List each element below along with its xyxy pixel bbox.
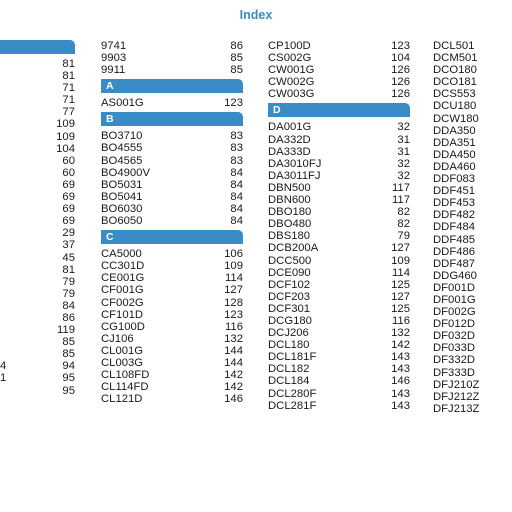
index-entry <box>268 279 410 291</box>
entry-page: 143 <box>391 387 410 400</box>
index-entry <box>0 203 75 215</box>
entry-code: CC301D <box>101 260 145 273</box>
entry-page: 32 <box>397 169 410 182</box>
entry-page: 116 <box>391 314 410 327</box>
entry-page: 144 <box>224 344 243 357</box>
index-entry <box>0 143 75 155</box>
index-entry <box>268 230 410 242</box>
entry-page: 143 <box>391 363 410 376</box>
entry-page: 132 <box>224 332 243 345</box>
entry-code: DFJ213Z <box>433 402 480 415</box>
entry-page: 32 <box>397 121 410 134</box>
index-entry <box>268 327 410 339</box>
index-entry <box>101 179 243 191</box>
index-entry <box>268 267 410 279</box>
entry-page: 127 <box>391 242 410 255</box>
index-entry <box>0 239 75 251</box>
index-entry <box>268 206 410 218</box>
entry-code: DCG180 <box>268 314 312 327</box>
entry-code: DCL181F <box>268 351 317 364</box>
index-entry <box>0 155 75 167</box>
entry-code: 1 <box>0 372 7 385</box>
entry-code: BO6050 <box>101 215 143 228</box>
entry-code: DCC500 <box>268 254 312 267</box>
index-entry <box>0 70 75 82</box>
index-entry <box>268 351 410 363</box>
entry-code: DDF485 <box>433 233 476 246</box>
entry-code: CW002G <box>268 76 315 89</box>
entry-code: DF002G <box>433 306 476 319</box>
entry-code: CW001G <box>268 64 315 77</box>
entry-code: DA332D <box>268 133 311 146</box>
entry-page: 142 <box>224 381 243 394</box>
index-entry <box>268 76 410 88</box>
index-entry <box>433 403 512 415</box>
index-entry <box>0 191 75 203</box>
entry-page: 114 <box>391 266 410 279</box>
index-entry <box>101 130 243 142</box>
index-entry <box>101 203 243 215</box>
entry-code: DDF487 <box>433 257 476 270</box>
index-entry <box>433 64 512 76</box>
entry-code: CL114FD <box>101 381 149 394</box>
entry-code: DCJ206 <box>268 327 309 340</box>
index-entry <box>0 106 75 118</box>
entry-code: BO5041 <box>101 190 143 203</box>
entry-page: 84 <box>230 215 243 228</box>
index-entry <box>268 255 410 267</box>
entry-code: DDA460 <box>433 160 476 173</box>
index-entry <box>101 52 243 64</box>
entry-code: DCU180 <box>433 100 477 113</box>
entry-page: 83 <box>230 130 243 143</box>
index-entry <box>101 357 243 369</box>
entry-page: 109 <box>391 254 410 267</box>
index-entry <box>268 121 410 133</box>
entry-code: CA5000 <box>101 248 142 261</box>
index-entry <box>268 339 410 351</box>
entry-code: BO5031 <box>101 178 143 191</box>
entry-code: CL108FD <box>101 369 150 382</box>
entry-code: DCW180 <box>433 112 479 125</box>
index-entry <box>268 375 410 387</box>
index-entry <box>0 276 75 288</box>
entry-code: DFJ212Z <box>433 390 480 403</box>
index-entry <box>433 246 512 258</box>
entry-page: 29 <box>62 227 75 240</box>
entry-page: 60 <box>62 166 75 179</box>
entry-page: 86 <box>62 311 75 324</box>
entry-page: 128 <box>224 296 243 309</box>
index-column-2 <box>101 40 243 405</box>
index-entry <box>433 173 512 185</box>
index-entry <box>0 385 75 397</box>
index-entry <box>433 354 512 366</box>
entry-code: BO6030 <box>101 202 143 215</box>
index-entry <box>433 100 512 112</box>
index-entry <box>0 167 75 179</box>
entry-page: 83 <box>230 142 243 155</box>
entry-page: 109 <box>56 118 75 131</box>
index-entry <box>0 82 75 94</box>
entry-code: DF012D <box>433 318 476 331</box>
entry-code: DDA351 <box>433 136 476 149</box>
entry-code: DCL281F <box>268 399 317 412</box>
entry-page: 71 <box>62 82 75 95</box>
section-header: B <box>101 112 243 126</box>
index-entry <box>101 333 243 345</box>
entry-code: DCF102 <box>268 278 311 291</box>
index-entry <box>433 294 512 306</box>
entry-code: DDF451 <box>433 185 476 198</box>
index-entry <box>268 303 410 315</box>
entry-page: 123 <box>391 40 410 52</box>
index-entry <box>101 40 243 52</box>
entry-code: DBN600 <box>268 194 311 207</box>
entry-code: CW003G <box>268 88 315 101</box>
entry-code: DCB200A <box>268 242 319 255</box>
entry-code: DA001G <box>268 121 312 134</box>
entry-code: DBO180 <box>268 206 312 219</box>
entry-code: DF332D <box>433 354 476 367</box>
index-entry <box>101 142 243 154</box>
entry-page: 82 <box>397 206 410 219</box>
entry-page: 127 <box>391 290 410 303</box>
entry-page: 69 <box>62 178 75 191</box>
entry-page: 109 <box>56 130 75 143</box>
index-entry <box>433 391 512 403</box>
index-entry <box>101 260 243 272</box>
index-entry <box>268 194 410 206</box>
entry-code: DCL180 <box>268 339 310 352</box>
index-entry <box>268 146 410 158</box>
index-entry <box>101 381 243 393</box>
index-entry <box>0 264 75 276</box>
entry-code: 4 <box>0 360 7 373</box>
entry-code: DF001D <box>433 281 476 294</box>
entry-page: 142 <box>224 369 243 382</box>
entry-page: 85 <box>62 336 75 349</box>
entry-code: CF001G <box>101 284 144 297</box>
entry-code: CL003G <box>101 356 144 369</box>
entry-code: BO3710 <box>101 130 143 143</box>
entry-page: 60 <box>62 154 75 167</box>
entry-page: 126 <box>391 76 410 89</box>
index-entry <box>433 113 512 125</box>
entry-code: DA333D <box>268 145 311 158</box>
entry-code: DCO181 <box>433 76 477 89</box>
index-entry <box>268 170 410 182</box>
entry-page: 123 <box>224 308 243 321</box>
index-entry <box>0 215 75 227</box>
entry-code: AS001G <box>101 97 144 110</box>
entry-page: 69 <box>62 203 75 216</box>
section-header: D <box>268 103 410 117</box>
entry-page: 117 <box>391 194 410 207</box>
entry-page: 81 <box>62 263 75 276</box>
index-entry <box>433 137 512 149</box>
entry-page: 106 <box>224 248 243 261</box>
entry-code: DDF083 <box>433 173 476 186</box>
index-entry <box>0 179 75 191</box>
index-entry <box>101 369 243 381</box>
entry-page: 69 <box>62 215 75 228</box>
index-entry <box>433 234 512 246</box>
entry-page: 85 <box>62 348 75 361</box>
index-entry <box>268 52 410 64</box>
index-entry <box>433 342 512 354</box>
index-entry <box>268 315 410 327</box>
entry-code: DDG460 <box>433 269 477 282</box>
index-entry <box>101 215 243 227</box>
index-entry <box>0 288 75 300</box>
entry-page: 31 <box>397 145 410 158</box>
index-entry <box>433 76 512 88</box>
entry-page: 45 <box>62 251 75 264</box>
index-entry <box>268 64 410 76</box>
entry-code: DDF484 <box>433 221 476 234</box>
entry-page: 83 <box>230 154 243 167</box>
entry-code: DDA450 <box>433 148 476 161</box>
entry-code: BO4565 <box>101 154 143 167</box>
entry-page: 84 <box>230 178 243 191</box>
index-entry <box>433 161 512 173</box>
index-entry <box>101 393 243 405</box>
entry-page: 79 <box>62 287 75 300</box>
entry-page: 126 <box>391 64 410 77</box>
entry-page: 84 <box>230 190 243 203</box>
entry-code: DDA350 <box>433 124 476 137</box>
entry-code: DCS553 <box>433 88 476 101</box>
page-title: Index <box>239 8 273 22</box>
index-entry <box>433 40 512 52</box>
entry-page: 85 <box>230 52 243 65</box>
entry-page: 77 <box>62 106 75 119</box>
index-entry <box>101 272 243 284</box>
index-entry <box>101 64 243 76</box>
entry-page: 125 <box>391 302 410 315</box>
entry-code: CG100D <box>101 320 145 333</box>
entry-code: DDF482 <box>433 209 476 222</box>
index-entry <box>433 270 512 282</box>
entry-code: DCL184 <box>268 375 310 388</box>
entry-code: DCF203 <box>268 290 311 303</box>
entry-code: DF001G <box>433 293 476 306</box>
entry-page: 79 <box>62 275 75 288</box>
entry-page: 32 <box>397 157 410 170</box>
entry-code: CP100D <box>268 40 311 52</box>
entry-page: 79 <box>397 230 410 243</box>
entry-page: 126 <box>391 88 410 101</box>
entry-page: 125 <box>391 278 410 291</box>
index-entry <box>0 227 75 239</box>
entry-code: BO4555 <box>101 142 143 155</box>
index-entry <box>268 291 410 303</box>
index-column-1 <box>0 40 75 397</box>
index-column-4 <box>433 40 512 415</box>
index-entry <box>433 197 512 209</box>
index-entry <box>0 300 75 312</box>
entry-code: DCM501 <box>433 52 478 65</box>
entry-page: 114 <box>224 272 243 285</box>
entry-page: 71 <box>62 94 75 107</box>
index-column-3 <box>268 40 410 412</box>
entry-code: DCF301 <box>268 302 311 315</box>
entry-page: 142 <box>391 339 410 352</box>
index-entry <box>0 58 75 70</box>
index-entry <box>433 306 512 318</box>
entry-code: DF032D <box>433 330 476 343</box>
index-entry <box>0 360 75 372</box>
index-entry <box>433 88 512 100</box>
index-entry <box>0 348 75 360</box>
entry-code: DCL280F <box>268 387 317 400</box>
index-entry <box>268 388 410 400</box>
index-entry <box>268 134 410 146</box>
entry-page: 81 <box>62 70 75 83</box>
entry-code: CE001G <box>101 272 145 285</box>
entry-page: 95 <box>62 372 75 385</box>
index-entry <box>0 372 75 384</box>
index-entry <box>268 218 410 230</box>
entry-code: DDF453 <box>433 197 476 210</box>
entry-page: 86 <box>230 40 243 52</box>
entry-page: 95 <box>62 384 75 397</box>
entry-code: DBO480 <box>268 218 312 231</box>
index-entry <box>101 309 243 321</box>
index-entry <box>433 125 512 137</box>
index-entry <box>268 242 410 254</box>
entry-page: 116 <box>224 320 243 333</box>
index-entry <box>268 158 410 170</box>
entry-code: DF333D <box>433 366 476 379</box>
entry-page: 104 <box>391 52 410 65</box>
index-entry <box>0 118 75 130</box>
index-entry <box>101 284 243 296</box>
entry-page: 132 <box>391 327 410 340</box>
entry-page: 69 <box>62 191 75 204</box>
entry-code: DBS180 <box>268 230 311 243</box>
index-entry <box>433 330 512 342</box>
entry-page: 94 <box>62 360 75 373</box>
entry-page: 84 <box>230 202 243 215</box>
index-entry <box>101 155 243 167</box>
index-entry <box>101 191 243 203</box>
entry-page: 143 <box>391 351 410 364</box>
entry-code: DCE090 <box>268 266 311 279</box>
index-entry <box>101 248 243 260</box>
entry-page: 85 <box>230 64 243 77</box>
index-entry <box>268 363 410 375</box>
section-header: C <box>101 230 243 244</box>
index-entry <box>0 94 75 106</box>
index-entry <box>433 258 512 270</box>
entry-code: DCL501 <box>433 40 475 52</box>
index-entry <box>0 312 75 324</box>
entry-page: 143 <box>391 399 410 412</box>
entry-page: 109 <box>224 260 243 273</box>
index-entry <box>101 97 243 109</box>
entry-page: 31 <box>397 133 410 146</box>
entry-page: 81 <box>62 58 75 70</box>
section-header <box>0 40 75 54</box>
entry-page: 127 <box>224 284 243 297</box>
entry-page: 84 <box>62 299 75 312</box>
section-header: A <box>101 79 243 93</box>
entry-page: 37 <box>62 239 75 252</box>
entry-page: 146 <box>224 393 243 406</box>
index-entry <box>433 209 512 221</box>
index-entry <box>0 131 75 143</box>
entry-code: 9903 <box>101 52 127 65</box>
entry-page: 119 <box>56 324 75 337</box>
entry-code: DCO180 <box>433 64 477 77</box>
index-entry <box>101 321 243 333</box>
index-entry <box>101 345 243 357</box>
index-entry <box>268 400 410 412</box>
entry-page: 117 <box>391 181 410 194</box>
entry-code: DDF486 <box>433 245 476 258</box>
index-entry <box>268 88 410 100</box>
entry-code: 9741 <box>101 40 127 52</box>
index-entry <box>433 52 512 64</box>
index-entry <box>433 149 512 161</box>
index-entry <box>433 367 512 379</box>
index-entry <box>433 318 512 330</box>
index-entry <box>0 336 75 348</box>
entry-page: 146 <box>391 375 410 388</box>
entry-page: 104 <box>56 142 75 155</box>
entry-code: CS002G <box>268 52 312 65</box>
entry-code: DBN500 <box>268 181 311 194</box>
entry-code: DFJ210Z <box>433 378 480 391</box>
entry-code: DA3011FJ <box>268 169 321 182</box>
entry-code: CJ106 <box>101 332 134 345</box>
entry-page: 123 <box>224 97 243 110</box>
index-entry <box>0 324 75 336</box>
index-entry <box>268 40 410 52</box>
entry-code: DCL182 <box>268 363 310 376</box>
entry-code: BO4900V <box>101 166 150 179</box>
entry-code: CF002G <box>101 296 144 309</box>
index-entry <box>101 297 243 309</box>
entry-page: 84 <box>230 166 243 179</box>
entry-code: DF033D <box>433 342 476 355</box>
index-entry <box>433 282 512 294</box>
index-entry <box>268 182 410 194</box>
entry-code: CL001G <box>101 344 144 357</box>
entry-page: 144 <box>224 356 243 369</box>
index-entry <box>101 167 243 179</box>
entry-code: CL121D <box>101 393 143 406</box>
index-entry <box>0 252 75 264</box>
entry-code: CF101D <box>101 308 144 321</box>
entry-page: 82 <box>397 218 410 231</box>
index-entry <box>433 379 512 391</box>
index-entry <box>433 185 512 197</box>
entry-code: 9911 <box>101 64 126 77</box>
index-entry <box>433 221 512 233</box>
entry-code: DA3010FJ <box>268 157 322 170</box>
